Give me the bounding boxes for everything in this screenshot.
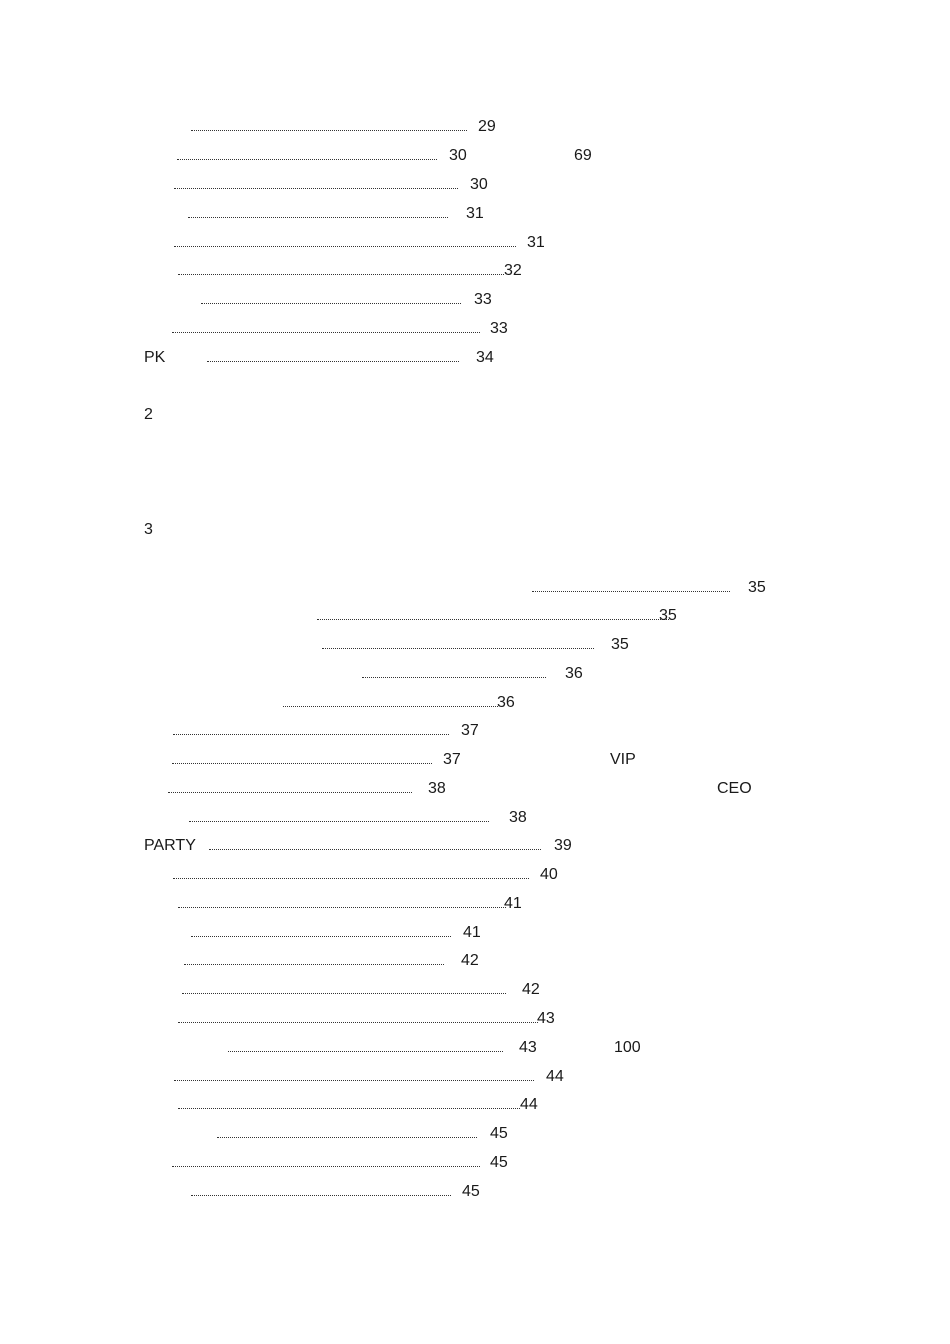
toc-entry <box>0 203 950 225</box>
dot-leader <box>174 188 458 189</box>
dot-leader <box>173 734 449 735</box>
page-number: 31 <box>527 234 545 251</box>
page-number: 42 <box>461 952 479 969</box>
toc-entry <box>0 692 950 714</box>
dot-leader <box>283 706 498 707</box>
page-number: 33 <box>490 320 508 337</box>
dot-leader <box>189 821 489 822</box>
page-number: 39 <box>554 837 572 854</box>
page-number: 36 <box>565 665 583 682</box>
section-number: 3 <box>144 521 153 538</box>
page-number: 42 <box>522 981 540 998</box>
dot-leader <box>322 648 594 649</box>
dot-leader <box>178 274 504 275</box>
dot-leader <box>217 1137 477 1138</box>
dot-leader <box>178 907 506 908</box>
entry-prefix: PK <box>144 349 166 366</box>
page-number: 45 <box>490 1125 508 1142</box>
toc-entry <box>0 1037 950 1059</box>
dot-leader <box>532 591 730 592</box>
toc-entry <box>0 289 950 311</box>
page-number: 36 <box>497 694 515 711</box>
toc-entry <box>0 605 950 627</box>
dot-leader <box>362 677 546 678</box>
dot-leader <box>172 332 480 333</box>
page-number: 30 <box>470 176 488 193</box>
dot-leader <box>172 1166 480 1167</box>
toc-entry <box>0 950 950 972</box>
dot-leader <box>317 619 669 620</box>
dot-leader <box>178 1022 538 1023</box>
page-number: 35 <box>659 607 677 624</box>
page-number: 34 <box>476 349 494 366</box>
page-number: 37 <box>443 751 461 768</box>
dot-leader <box>177 159 437 160</box>
dot-leader <box>178 1108 520 1109</box>
toc-entry <box>0 174 950 196</box>
page-number: 30 <box>449 147 467 164</box>
dot-leader <box>191 1195 451 1196</box>
dot-leader <box>174 246 516 247</box>
page-number: 40 <box>540 866 558 883</box>
page-number: 35 <box>611 636 629 653</box>
margin-note: VIP <box>610 751 636 768</box>
page-number: 41 <box>463 924 481 941</box>
toc-entry <box>0 232 950 254</box>
toc-entry <box>0 1181 950 1203</box>
page-number: 33 <box>474 291 492 308</box>
toc-entry <box>0 807 950 829</box>
page-number: 32 <box>504 262 522 279</box>
dot-leader <box>174 1080 534 1081</box>
margin-note: 100 <box>614 1039 641 1056</box>
page-number: 35 <box>748 579 766 596</box>
toc-entry <box>0 145 950 167</box>
toc-entry <box>0 634 950 656</box>
toc-entry <box>0 979 950 1001</box>
dot-leader <box>209 849 541 850</box>
toc-entry <box>0 893 950 915</box>
dot-leader <box>168 792 412 793</box>
toc-entry <box>0 922 950 944</box>
page-number: 38 <box>428 780 446 797</box>
page-number: 41 <box>504 895 522 912</box>
dot-leader <box>188 217 448 218</box>
section-number: 2 <box>144 406 153 423</box>
toc-entry <box>0 663 950 685</box>
page-number: 43 <box>537 1010 555 1027</box>
toc-entry <box>0 1152 950 1174</box>
page-number: 29 <box>478 118 496 135</box>
dot-leader <box>201 303 461 304</box>
toc-entry <box>0 1008 950 1030</box>
toc-entry <box>0 1066 950 1088</box>
toc-entry <box>0 260 950 282</box>
toc-entry <box>0 864 950 886</box>
entry-prefix: PARTY <box>144 837 196 854</box>
page-number: 43 <box>519 1039 537 1056</box>
toc-entry <box>0 577 950 599</box>
toc-entry <box>0 1094 950 1116</box>
page-number: 37 <box>461 722 479 739</box>
page-number: 38 <box>509 809 527 826</box>
toc-entry <box>0 835 950 857</box>
toc-entry <box>0 318 950 340</box>
toc-entry <box>0 1123 950 1145</box>
dot-leader <box>191 936 451 937</box>
page-number: 44 <box>546 1068 564 1085</box>
page-number: 31 <box>466 205 484 222</box>
toc-entry <box>0 720 950 742</box>
dot-leader <box>191 130 467 131</box>
page-number: 44 <box>520 1096 538 1113</box>
margin-note: 69 <box>574 147 592 164</box>
dot-leader <box>207 361 459 362</box>
dot-leader <box>182 993 506 994</box>
page-number: 45 <box>490 1154 508 1171</box>
dot-leader <box>228 1051 503 1052</box>
toc-entry <box>0 778 950 800</box>
dot-leader <box>172 763 432 764</box>
toc-entry <box>0 116 950 138</box>
toc-entry <box>0 347 950 369</box>
toc-entry <box>0 749 950 771</box>
page-number: 45 <box>462 1183 480 1200</box>
margin-note: CEO <box>717 780 752 797</box>
dot-leader <box>184 964 444 965</box>
dot-leader <box>173 878 529 879</box>
